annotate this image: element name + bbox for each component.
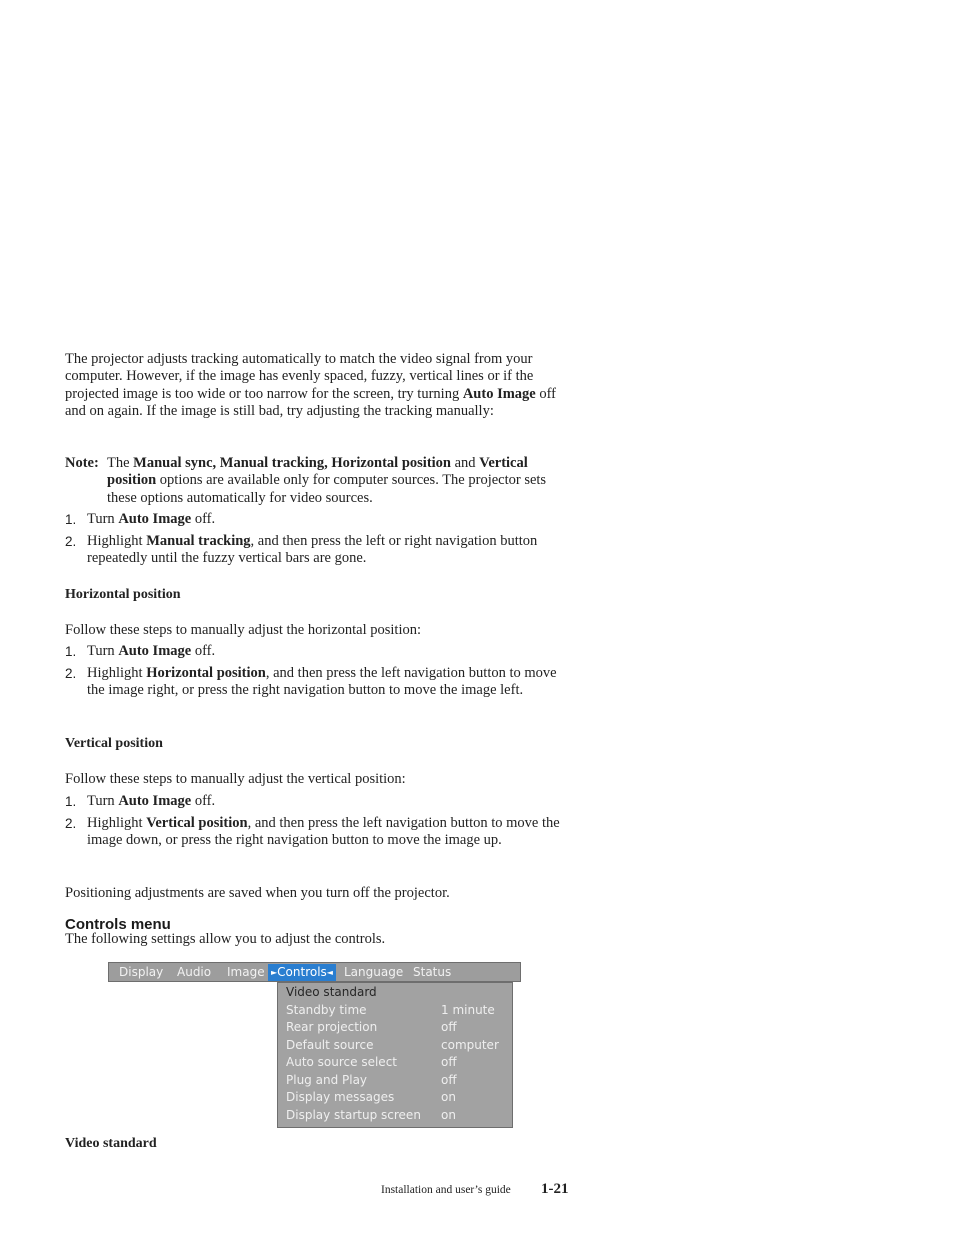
- video-standard-heading: Video standard: [65, 1136, 157, 1151]
- footer-text: Installation and user’s guide: [381, 1184, 511, 1196]
- intro-paragraph: The projector adjusts tracking automatically to match the video signal from your computer. However, if the image has evenly spaced, fuzzy, vertical lines or if the projected image is too wide or too narrow for the screen, try turning Auto Image off and on again. If the image is still bad, try adjusting the tracking manually:: [65, 351, 557, 419]
- menu-bar: [108, 962, 521, 982]
- controls-menu-heading: Controls menu: [65, 916, 171, 933]
- list-item: 1. Turn Auto Image off.: [65, 511, 216, 527]
- page-number: 1-21: [541, 1181, 569, 1197]
- tab-controls[interactable]: ►Controls◄: [268, 964, 336, 981]
- horizontal-intro: Follow these steps to manually adjust the horizontal position:: [65, 622, 422, 638]
- menu-item-standby-time[interactable]: Standby time 1 minute: [286, 1002, 495, 1017]
- list-item: 2. Highlight Vertical position, and then press the left navigation button to move the image down, or press the right navigation button to move the image up.: [65, 815, 560, 849]
- arrow-left-icon: ◄: [326, 968, 333, 977]
- menu-item-display-startup-screen[interactable]: Display startup screen on: [286, 1107, 456, 1122]
- menu-item-default-source[interactable]: Default source computer: [286, 1037, 499, 1052]
- list-item: 1. Turn Auto Image off.: [65, 643, 216, 659]
- saved-note: Positioning adjustments are saved when you turn off the projector.: [65, 885, 450, 901]
- horizontal-position-heading: Horizontal position: [65, 587, 181, 602]
- arrow-right-icon: ►: [271, 968, 278, 977]
- tab-image[interactable]: Image: [227, 965, 265, 979]
- tab-display[interactable]: Display: [119, 965, 164, 979]
- list-item: 2. Highlight Horizontal position, and then press the left navigation button to move the image right, or press the right navigation button to move the image left.: [65, 665, 557, 699]
- note: Note: The Manual sync, Manual tracking, Horizontal position and Vertical position options are available only for computer sources. The projector sets these options automatically for video sources.: [65, 455, 547, 506]
- menu-item-plug-and-play[interactable]: Plug and Play off: [286, 1072, 457, 1087]
- menu-item-video-standard[interactable]: Video standard: [286, 985, 377, 999]
- bold-term: Auto Image: [462, 385, 536, 402]
- tab-status[interactable]: Status: [413, 965, 452, 979]
- list-item: 1. Turn Auto Image off.: [65, 793, 216, 809]
- tab-language[interactable]: Language: [344, 965, 404, 979]
- note-label: Note:: [65, 455, 99, 471]
- menu-item-rear-projection[interactable]: Rear projection off: [286, 1020, 457, 1034]
- controls-intro: The following settings allow you to adjust the controls.: [65, 931, 386, 947]
- controls-dropdown: [277, 982, 513, 1128]
- vertical-intro: Follow these steps to manually adjust the vertical position:: [65, 771, 406, 787]
- menu-item-display-messages[interactable]: Display messages on: [286, 1090, 456, 1104]
- vertical-position-heading: Vertical position: [65, 736, 163, 751]
- list-item: 2. Highlight Manual tracking, and then press the left or right navigation button repeatedly until the fuzzy vertical bars are gone.: [65, 533, 538, 567]
- tab-audio[interactable]: Audio: [177, 965, 212, 979]
- menu-item-auto-source-select[interactable]: Auto source select off: [286, 1055, 457, 1069]
